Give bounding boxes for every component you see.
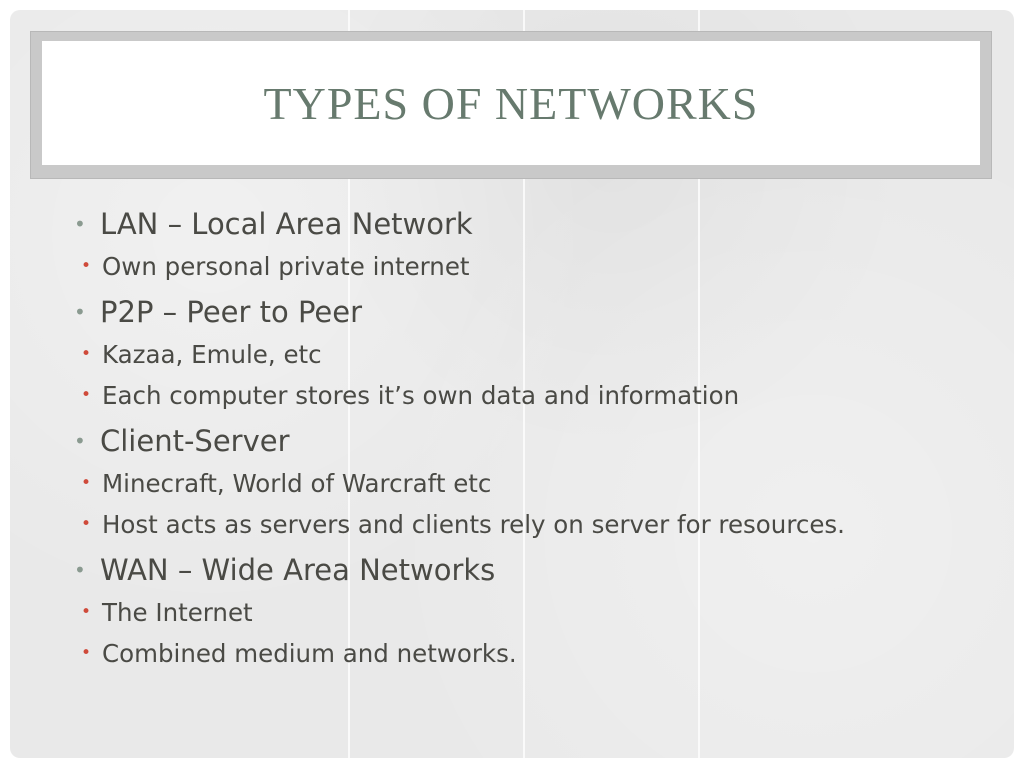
bullet-icon: • [74, 558, 86, 582]
bullet-icon: • [81, 514, 92, 534]
sub-list-lan [70, 246, 970, 287]
sub-bullet-item [70, 375, 970, 416]
title-frame [30, 31, 992, 179]
sub-bullet-text: Each computer stores it’s own data and information [102, 381, 740, 410]
bullet-icon: • [81, 602, 92, 622]
bullet-text: WAN – Wide Area Networks [100, 553, 496, 587]
title-box [42, 41, 980, 165]
sub-list-wan [70, 592, 970, 674]
sub-bullet-text: Host acts as servers and clients rely on server for resources. [102, 510, 845, 539]
bullet-item-wan [70, 548, 970, 592]
bullet-item-p2p [70, 290, 970, 334]
bullet-item-lan [70, 202, 970, 246]
bullet-text: Client-Server [100, 424, 290, 458]
bullet-icon: • [74, 429, 86, 453]
sub-list-p2p [70, 334, 970, 416]
bullet-text: LAN – Local Area Network [100, 207, 473, 241]
slide-title: TYPES OF NETWORKS [263, 77, 759, 129]
bullet-icon: • [81, 385, 92, 405]
bullet-list [70, 202, 970, 674]
bullet-icon: • [81, 344, 92, 364]
sub-bullet-item [70, 334, 970, 375]
sub-bullet-item [70, 592, 970, 633]
bullet-icon: • [74, 212, 86, 236]
sub-bullet-item [70, 246, 970, 287]
slide [10, 10, 1014, 758]
sub-bullet-text: Kazaa, Emule, etc [102, 340, 322, 369]
sub-bullet-item [70, 633, 970, 674]
bullet-item-client-server [70, 419, 970, 463]
sub-bullet-text: Minecraft, World of Warcraft etc [102, 469, 492, 498]
bullet-icon: • [74, 300, 86, 324]
sub-list-client-server [70, 463, 970, 545]
bullet-content [70, 200, 970, 677]
sub-bullet-text: Combined medium and networks. [102, 639, 517, 668]
sub-bullet-item [70, 463, 970, 504]
bullet-text: P2P – Peer to Peer [100, 295, 363, 329]
bullet-icon: • [81, 256, 92, 276]
sub-bullet-text: The Internet [102, 598, 253, 627]
sub-bullet-item [70, 504, 970, 545]
sub-bullet-text: Own personal private internet [102, 252, 470, 281]
bullet-icon: • [81, 473, 92, 493]
bullet-icon: • [81, 643, 92, 663]
